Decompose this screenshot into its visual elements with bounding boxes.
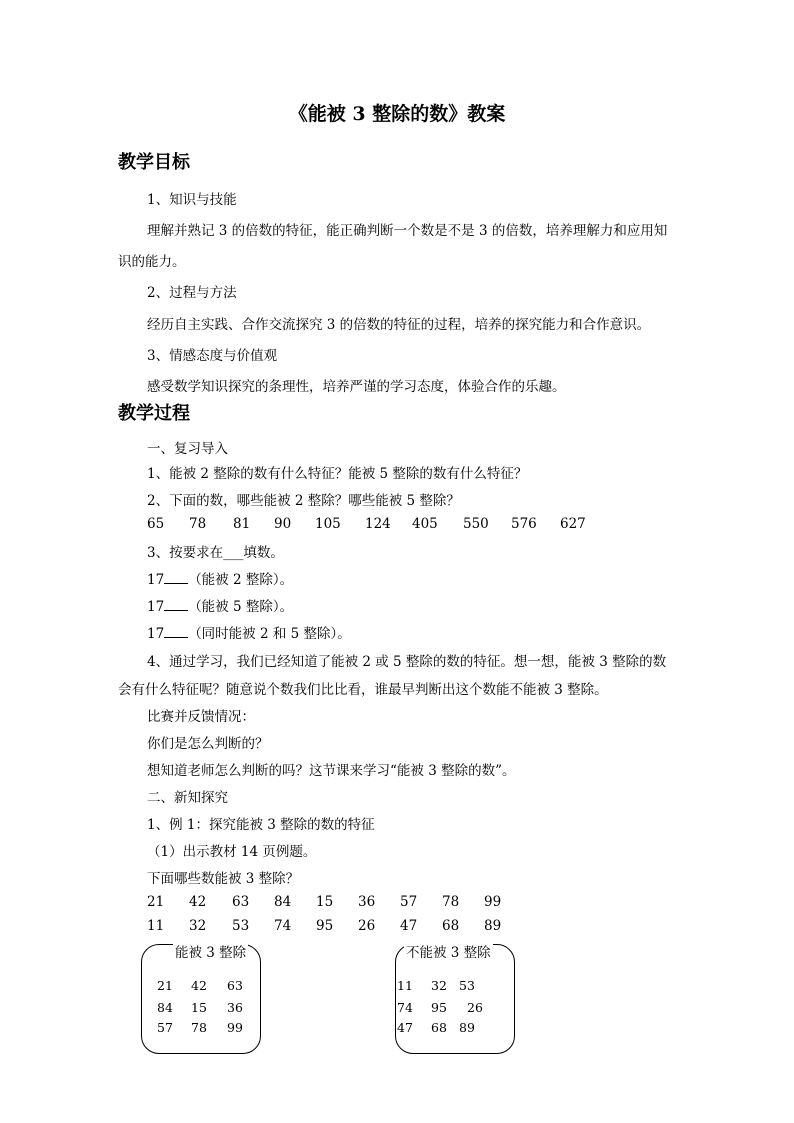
number: 68 bbox=[431, 1020, 447, 1035]
number: 21 bbox=[147, 894, 165, 910]
number: 63 bbox=[227, 978, 243, 993]
fill-item-2 bbox=[147, 595, 293, 615]
number: 89 bbox=[459, 1020, 475, 1035]
number: 627 bbox=[560, 516, 586, 532]
number: 26 bbox=[467, 1000, 483, 1015]
number: 42 bbox=[189, 894, 207, 910]
fill-blank[interactable] bbox=[164, 598, 188, 611]
number: 53 bbox=[232, 918, 250, 934]
number: 99 bbox=[227, 1020, 243, 1035]
number: 32 bbox=[189, 918, 207, 934]
numbers-row-1 bbox=[147, 894, 507, 912]
number: 42 bbox=[191, 978, 207, 993]
number: 89 bbox=[484, 918, 502, 934]
fill-prefix: 17 bbox=[147, 626, 165, 642]
heading-teaching-process: 教学过程 bbox=[118, 403, 190, 424]
number: 78 bbox=[191, 1020, 207, 1035]
ask-how: 你们是怎么判断的？ bbox=[147, 736, 269, 752]
number: 124 bbox=[365, 516, 391, 532]
number: 74 bbox=[274, 918, 292, 934]
example-question: 下面哪些数能被 3 整除？ bbox=[147, 871, 300, 887]
number: 99 bbox=[484, 894, 502, 910]
not-divisible-box-title: 不能被 3 整除 bbox=[404, 941, 493, 961]
number: 36 bbox=[227, 1000, 243, 1015]
goal-3-heading: 3、情感态度与价值观 bbox=[147, 348, 278, 364]
number: 26 bbox=[358, 918, 376, 934]
number: 47 bbox=[397, 1020, 413, 1035]
competition-feedback: 比赛并反馈情况： bbox=[147, 709, 255, 725]
number: 78 bbox=[189, 516, 207, 532]
fill-prefix: 17 bbox=[147, 599, 165, 615]
number: 53 bbox=[459, 978, 475, 993]
question-4-line2: 会有什么特征呢？随意说个数我们比比看，谁最早判断出这个数能不能被 3 整除。 bbox=[118, 682, 608, 698]
document-title: 《能被 3 整除的数》教案 bbox=[288, 103, 506, 125]
goal-1-text-line2: 识的能力。 bbox=[118, 254, 186, 270]
heading-teaching-goals: 教学目标 bbox=[118, 152, 190, 173]
number: 11 bbox=[147, 918, 165, 934]
number: 57 bbox=[157, 1020, 173, 1035]
fill-suffix: （能被 2 整除）。 bbox=[188, 572, 294, 588]
fill-blank[interactable] bbox=[164, 625, 188, 638]
goal-1-heading: 1、知识与技能 bbox=[147, 192, 237, 208]
number: 95 bbox=[316, 918, 334, 934]
example-1-sub: （1）出示教材 14 页例题。 bbox=[147, 844, 317, 860]
number: 63 bbox=[232, 894, 250, 910]
fill-suffix: （能被 5 整除）。 bbox=[188, 599, 294, 615]
goal-1-text-line1: 理解并熟记 3 的倍数的特征，能正确判断一个数是不是 3 的倍数，培养理解力和应用知 bbox=[147, 223, 668, 239]
question-4-line1: 4、通过学习，我们已经知道了能被 2 或 5 整除的数的特征。想一想，能被 3 整除的数 bbox=[147, 654, 667, 670]
numbers-row-2 bbox=[147, 918, 507, 936]
fill-suffix: （同时能被 2 和 5 整除）。 bbox=[188, 626, 351, 642]
number: 65 bbox=[147, 516, 165, 532]
question-2: 2、下面的数，哪些能被 2 整除？哪些能被 5 整除？ bbox=[147, 493, 460, 509]
number: 15 bbox=[191, 1000, 207, 1015]
fill-item-3 bbox=[147, 622, 351, 642]
question-3: 3、按要求在___填数。 bbox=[147, 545, 284, 561]
new-knowledge-heading: 二、新知探究 bbox=[147, 790, 228, 806]
number: 95 bbox=[431, 1000, 447, 1015]
not-divisible-numbers bbox=[397, 978, 497, 1048]
goal-2-heading: 2、过程与方法 bbox=[147, 285, 237, 301]
number: 11 bbox=[397, 978, 413, 993]
number: 36 bbox=[358, 894, 376, 910]
goal-3-text: 感受数学知识探究的条理性，培养严谨的学习态度，体验合作的乐趣。 bbox=[147, 379, 566, 395]
fill-prefix: 17 bbox=[147, 572, 165, 588]
example-1: 1、例 1：探究能被 3 整除的数的特征 bbox=[147, 817, 375, 833]
review-heading: 一、复习导入 bbox=[147, 441, 228, 457]
number: 90 bbox=[274, 516, 292, 532]
number: 576 bbox=[511, 516, 537, 532]
number: 15 bbox=[316, 894, 334, 910]
number: 47 bbox=[400, 918, 418, 934]
number: 405 bbox=[412, 516, 438, 532]
number: 81 bbox=[233, 516, 251, 532]
number: 550 bbox=[463, 516, 489, 532]
number: 74 bbox=[397, 1000, 413, 1015]
question-1: 1、能被 2 整除的数有什么特征？能被 5 整除的数有什么特征？ bbox=[147, 466, 528, 482]
fill-blank[interactable] bbox=[164, 571, 188, 584]
question-2-numbers bbox=[147, 516, 627, 534]
goal-2-text: 经历自主实践、合作交流探究 3 的倍数的特征的过程，培养的探究能力和合作意识。 bbox=[147, 317, 651, 333]
divisible-box-title: 能被 3 整除 bbox=[173, 941, 248, 961]
number: 21 bbox=[157, 978, 173, 993]
number: 68 bbox=[442, 918, 460, 934]
fill-item-1 bbox=[147, 568, 293, 588]
number: 105 bbox=[315, 516, 341, 532]
number: 32 bbox=[431, 978, 447, 993]
divisible-numbers bbox=[157, 978, 257, 1048]
number: 78 bbox=[442, 894, 460, 910]
number: 84 bbox=[274, 894, 292, 910]
ask-teacher: 想知道老师怎么判断的吗？这节课来学习“能被 3 整除的数”。 bbox=[147, 763, 516, 779]
number: 84 bbox=[157, 1000, 173, 1015]
number: 57 bbox=[400, 894, 418, 910]
